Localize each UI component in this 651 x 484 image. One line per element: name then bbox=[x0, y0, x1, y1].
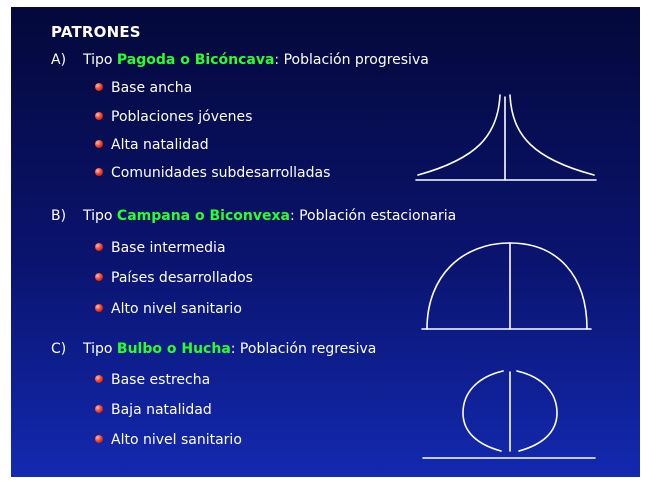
bullet-dot-icon bbox=[95, 140, 103, 148]
bullet-dot-icon bbox=[95, 243, 103, 251]
pattern-b-description: : Población estacionaria bbox=[289, 208, 457, 224]
list-item bbox=[95, 432, 242, 448]
bullet-text: Base estrecha bbox=[111, 372, 211, 388]
list-item bbox=[95, 165, 330, 181]
bell-shape-icon bbox=[419, 235, 594, 335]
bullet-dot-icon bbox=[95, 168, 103, 176]
pattern-b-heading bbox=[51, 208, 456, 224]
list-item bbox=[95, 270, 253, 286]
bullet-text: Países desarrollados bbox=[111, 270, 253, 286]
bullet-dot-icon bbox=[95, 112, 103, 120]
bullet-dot-icon bbox=[95, 304, 103, 312]
pattern-b-prefix: Tipo bbox=[83, 208, 117, 224]
pagoda-shape-icon bbox=[411, 91, 601, 186]
list-item bbox=[95, 80, 192, 96]
bullet-text: Baja natalidad bbox=[111, 402, 212, 418]
pattern-c-letter: C) bbox=[51, 341, 67, 357]
pattern-a-heading bbox=[51, 52, 429, 68]
list-item bbox=[95, 137, 209, 153]
list-item bbox=[95, 372, 210, 388]
bullet-dot-icon bbox=[95, 273, 103, 281]
list-item bbox=[95, 402, 212, 418]
pattern-c-name: Bulbo o Hucha bbox=[116, 341, 231, 357]
bullet-dot-icon bbox=[95, 435, 103, 443]
bullet-dot-icon bbox=[95, 405, 103, 413]
pattern-a-description: : Población progresiva bbox=[274, 52, 429, 68]
bullet-text: Base intermedia bbox=[111, 240, 226, 256]
pattern-a-prefix: Tipo bbox=[83, 52, 117, 68]
bullet-text: Alto nivel sanitario bbox=[111, 432, 242, 448]
pattern-c-prefix: Tipo bbox=[83, 341, 117, 357]
bullet-text: Comunidades subdesarrolladas bbox=[111, 165, 331, 181]
list-item bbox=[95, 301, 242, 317]
bullet-text: Poblaciones jóvenes bbox=[111, 109, 253, 125]
pattern-c-description: : Población regresiva bbox=[230, 341, 377, 357]
bullet-dot-icon bbox=[95, 375, 103, 383]
pattern-c-heading bbox=[51, 341, 376, 357]
pattern-a-letter: A) bbox=[51, 52, 67, 68]
page-title: PATRONES bbox=[51, 23, 141, 41]
slide bbox=[11, 7, 640, 477]
pattern-b-letter: B) bbox=[51, 208, 67, 224]
bullet-text: Alto nivel sanitario bbox=[111, 301, 242, 317]
pattern-a-name: Pagoda o Bicóncava bbox=[116, 52, 275, 68]
bullet-text: Base ancha bbox=[111, 80, 193, 96]
bullet-dot-icon bbox=[95, 83, 103, 91]
list-item bbox=[95, 240, 226, 256]
list-item bbox=[95, 109, 252, 125]
pattern-b-name: Campana o Biconvexa bbox=[116, 208, 290, 224]
bulb-shape-icon bbox=[419, 367, 599, 462]
bullet-text: Alta natalidad bbox=[111, 137, 209, 153]
